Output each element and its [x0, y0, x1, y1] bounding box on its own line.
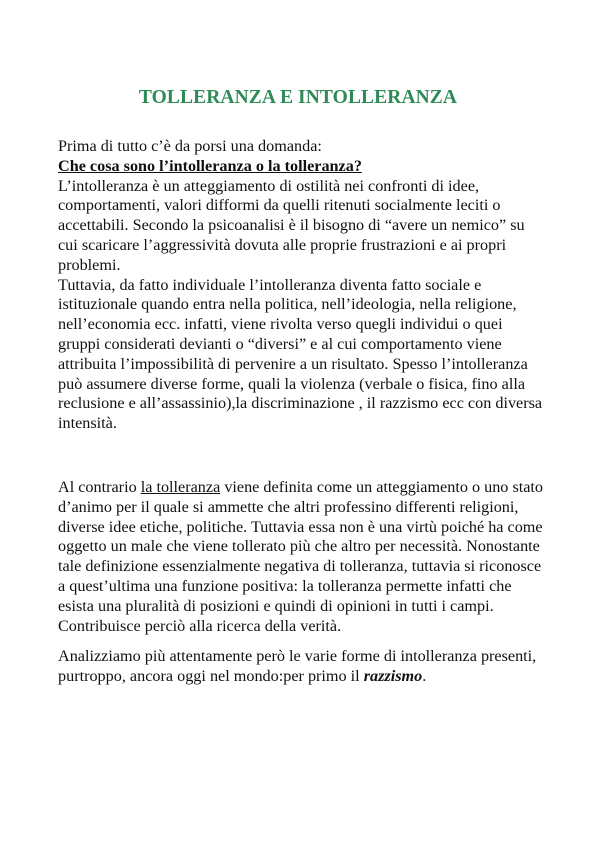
paragraph-analysis-end: . — [422, 667, 427, 686]
paragraph-analysis-start: Analizziamo più attentamente però le varie forme di intolleranza presenti, purtroppo, ancora oggi nel mondo:per primo il — [58, 647, 537, 686]
paragraph-analysis — [58, 647, 548, 687]
spacer — [58, 434, 548, 478]
paragraph-social: Tuttavia, da fatto individuale l’intolleranza diventa fatto sociale e istituzionale quando entra nella politica, nell’ideologia, nella religione, nell’economia ecc. infatti, viene rivolta verso quegli individui o quei gruppi considerati devianti o “diversi” e al cui comportamento viene attribuita l’impossibilità di pervenire a un risultato. Spesso l’intolleranza può assumere diverse forme, quali la violenza (verbale o fisica, fino alla reclusione e all’assassinio),la discriminazione , il razzismo ecc con diversa intensità. — [58, 275, 543, 433]
intro-line: Prima di tutto c’è da porsi una domanda: — [58, 137, 322, 155]
spacer — [58, 636, 548, 647]
tolerance-underlined: la tolleranza — [140, 477, 221, 496]
paragraph-tolerance — [58, 478, 548, 636]
paragraph-tolerance-rest: viene definita come un atteggiamento o uno stato d’animo per il quale si ammette che altri professino differenti religioni, diverse idee etiche, politiche. Tuttavia essa non è una virtù poiché ha come oggetto un male che viene tollerato più che altro per necessità. Nonostante tale definizione essenzialmente negativa di tolleranza, tuttavia si riconosce a quest’ultima una funzione positiva: la tolleranza permette infatti che esista una pluralità di posizioni e quindi di opinioni in tutti i campi. Contribuisce perciò alla ricerca della verità. — [58, 477, 544, 635]
paragraph-definition: L’intolleranza è un atteggiamento di ostilità nei confronti di idee, comportamenti, valori difformi da quelli ritenuti socialmente leciti o accettabili. Secondo la psicoanalisi è il bisogno di “avere un nemico” su cui scaricare l’aggressività dovuta alle proprie frustrazioni e ai propri problemi. — [58, 176, 525, 274]
question-heading: Che cosa sono l’intolleranza o la tolleranza? — [58, 156, 362, 175]
racism-emphasis: razzismo — [363, 667, 423, 686]
document-title: TOLLERANZA E INTOLLERANZA — [138, 87, 458, 108]
paragraph-tolerance-start: Al contrario — [58, 477, 141, 496]
document-body — [58, 137, 548, 687]
